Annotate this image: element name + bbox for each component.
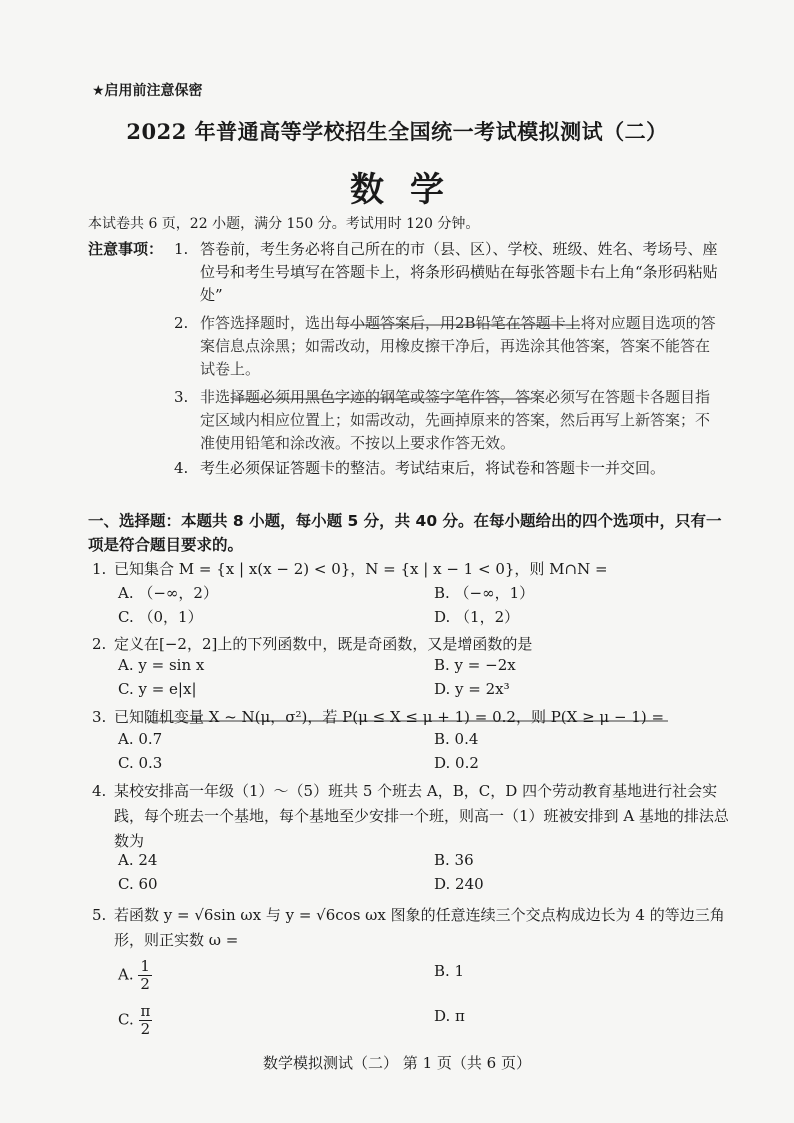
option-d: D. y = 2x³	[434, 680, 510, 698]
fraction-one-half	[138, 958, 152, 993]
question-number: 4.	[92, 782, 107, 800]
option-label: C.	[118, 1010, 134, 1029]
denominator: 2	[140, 1020, 151, 1038]
notes-label: 注意事项：	[88, 240, 164, 258]
denominator: 2	[140, 975, 150, 993]
option-label: A.	[118, 965, 134, 984]
note-number: 1.	[174, 240, 189, 258]
question-5	[92, 903, 732, 953]
note-item-2	[174, 312, 720, 381]
option-b: B. y = −2x	[434, 656, 516, 674]
question-text: 某校安排高一年级（1）～（5）班共 5 个班去 A，B，C，D 四个劳动教育基地进行社会实践，每个班去一个基地，每个基地至少安排一个班，则高一（1）班被安排到 A 基地的排法总数为	[114, 782, 729, 850]
fraction-pi-over-two	[139, 1003, 153, 1038]
option-d: D. （1，2）	[434, 608, 520, 626]
note-text: 非选择题必须用黑色字迹的钢笔或签字笔作答，答案必须写在答题卡各题目指定区域内相应位置上；如需改动，先画掉原来的答案，然后再写上新答案；不准使用铅笔和涂改液。不按以上要求作答无效。	[200, 388, 711, 452]
question-3	[92, 705, 732, 730]
exam-title: 2022 年普通高等学校招生全国统一考试模拟测试（二）	[126, 119, 668, 144]
note-text: 答卷前，考生务必将自己所在的市（县、区）、学校、班级、姓名、考场号、座位号和考生号填写在答题卡上，将条形码横贴在每张答题卡右上角“条形码粘贴处”	[200, 240, 718, 304]
option-b: B. 1	[434, 962, 465, 980]
question-text: 定义在[−2，2]上的下列函数中，既是奇函数，又是增函数的是	[114, 635, 533, 653]
option-b: B. （−∞，1）	[434, 584, 535, 602]
note-number: 3.	[174, 388, 189, 406]
question-text: 已知随机变量 X ~ N(μ，σ²)，若 P(μ ≤ X ≤ μ + 1) = 0.2，则 P(X ≥ μ − 1) =	[114, 708, 665, 726]
question-number: 5.	[92, 906, 107, 924]
option-b: B. 0.4	[434, 730, 479, 748]
question-number: 2.	[92, 635, 107, 653]
note-item-1	[174, 238, 720, 307]
option-d: D. π	[434, 1007, 465, 1025]
subject-title: 数学	[350, 170, 470, 210]
note-number: 2.	[174, 314, 189, 332]
ink-smudge	[350, 324, 580, 326]
option-a: A. y = sin x	[118, 656, 205, 674]
ink-smudge	[232, 398, 532, 400]
note-number: 4.	[174, 459, 189, 477]
option-a: A. （−∞，2）	[118, 584, 218, 602]
option-c	[118, 1003, 152, 1038]
question-4	[92, 779, 732, 854]
note-text: 考生必须保证答题卡的整洁。考试结束后，将试卷和答题卡一并交回。	[200, 459, 666, 477]
confidential-label: ★启用前注意保密	[92, 83, 203, 99]
numerator: 1	[140, 957, 150, 975]
option-c: C. 60	[118, 875, 158, 893]
question-1	[92, 557, 732, 582]
note-item-3	[174, 386, 720, 455]
question-text: 若函数 y = √6sin ωx 与 y = √6cos ωx 图象的任意连续三个交点构成边长为 4 的等边三角形，则正实数 ω =	[114, 906, 725, 949]
question-text: 已知集合 M = {x | x(x − 2) < 0}，N = {x | x − 1 < 0}，则 M∩N =	[114, 560, 608, 578]
question-number: 1.	[92, 560, 107, 578]
option-a	[118, 958, 152, 993]
page-footer: 数学模拟测试（二） 第 1 页（共 6 页）	[263, 1054, 531, 1072]
numerator: π	[140, 1002, 151, 1020]
option-a: A. 24	[118, 851, 158, 869]
option-b: B. 36	[434, 851, 474, 869]
note-text: 作答选择题时，选出每小题答案后，用2B铅笔在答题卡上将对应题目选项的答案信息点涂黑；如需改动，用橡皮擦干净后，再选涂其他答案，答案不能答在试卷上。	[200, 314, 716, 378]
option-c: C. 0.3	[118, 754, 163, 772]
question-number: 3.	[92, 708, 107, 726]
option-c: C. y = e|x|	[118, 680, 197, 698]
option-c: C. （0，1）	[118, 608, 203, 626]
option-d: D. 240	[434, 875, 484, 893]
exam-intro: 本试卷共 6 页，22 小题，满分 150 分。考试用时 120 分钟。	[88, 216, 480, 232]
note-item-4	[174, 457, 720, 480]
question-2	[92, 632, 732, 657]
option-a: A. 0.7	[118, 730, 163, 748]
option-d: D. 0.2	[434, 754, 479, 772]
section-heading: 一、选择题：本题共 8 小题，每小题 5 分，共 40 分。在每小题给出的四个选项中，只有一项是符合题目要求的。	[88, 512, 722, 554]
